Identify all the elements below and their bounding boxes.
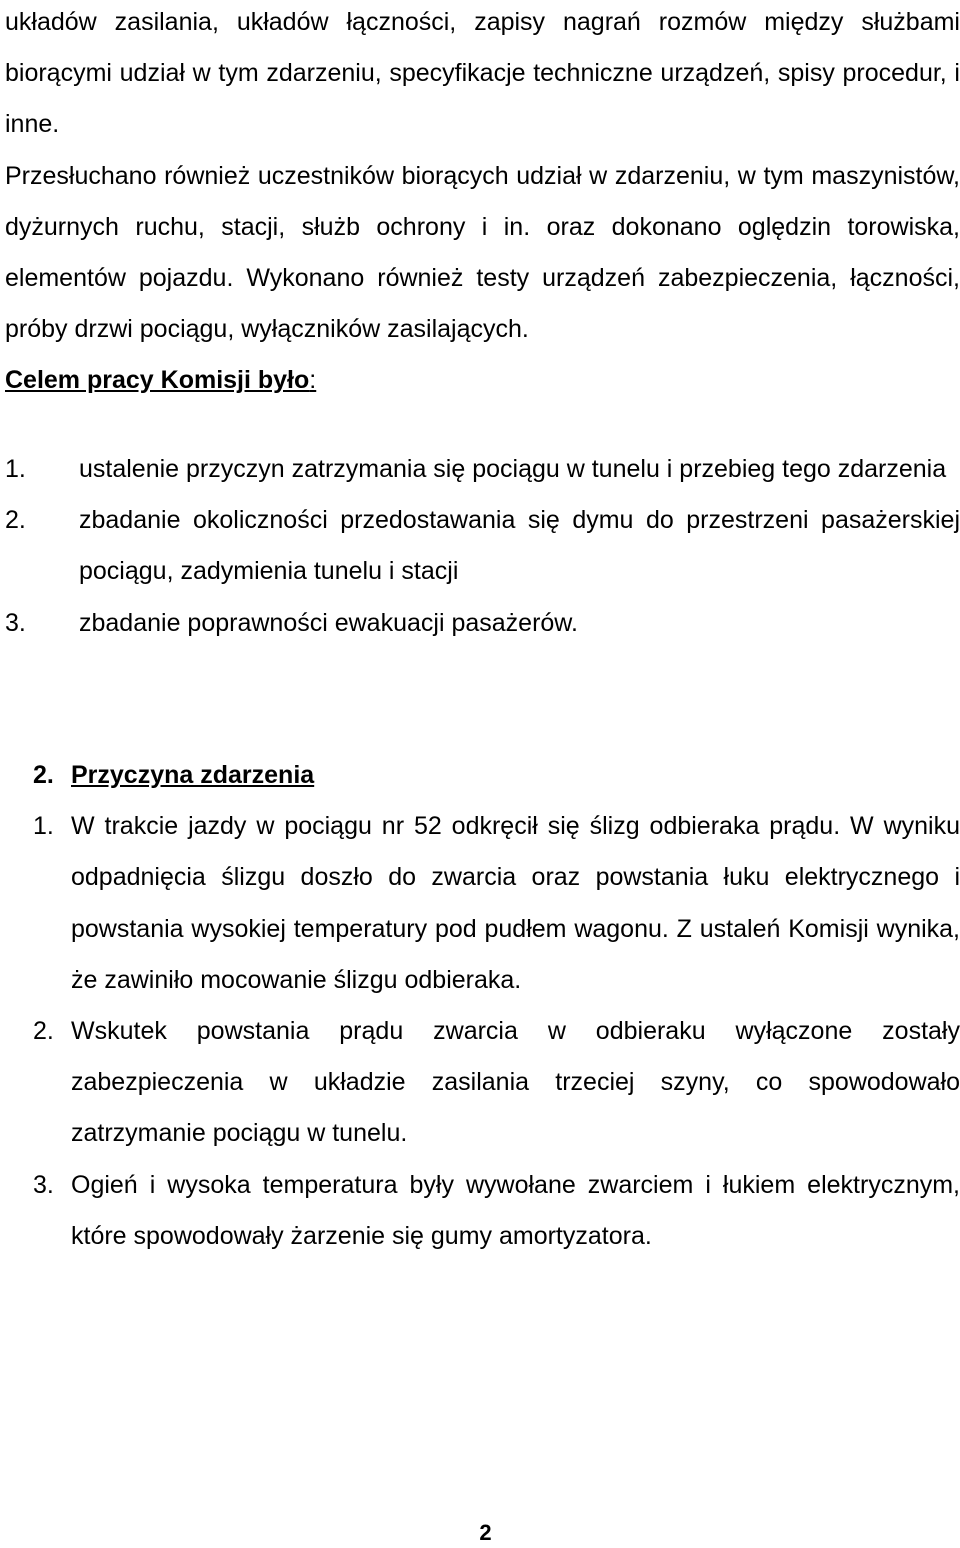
goal-item [5,444,960,495]
cause-text: Ogień i wysoka temperatura były wywołane zwarciem i łukiem elektrycznym, które spowodowały żarzenie się gumy amortyzatora. [71,1170,960,1250]
page-number-text: 2 [479,1520,492,1545]
goal-text: ustalenie przyczyn zatrzymania się pociągu w tunelu i przebieg tego zdarzenia [79,455,947,483]
section-number: 2. [33,761,54,789]
section-title-text: Przyczyna zdarzenia [71,761,315,789]
cause-item [33,1006,960,1160]
goal-item [5,495,960,597]
goal-number: 1. [5,455,26,483]
cause-item [33,801,960,1006]
intro-paragraph-1: układów zasilania, układów łączności, zapisy nagrań rozmów między służbami biorącymi udział w tym zdarzeniu, specyfikacje techniczne urządzeń, spisy procedur, i inne. [5,8,960,139]
goal-text: zbadanie okoliczności przedostawania się dymu do przestrzeni pasażerskiej pociągu, zadymienia tunelu i stacji [79,506,960,586]
section-title [33,750,960,801]
goal-text: zbadanie poprawności ewakuacji pasażerów. [79,608,578,637]
goals-heading [5,355,960,406]
goal-item [5,598,960,649]
cause-number: 1. [33,812,54,841]
page-number [5,1518,960,1548]
goal-number: 2. [5,506,26,535]
cause-text: Wskutek powstania prądu zwarcia w odbieraku wyłączone zostały zabezpieczenia w układzie zasilania trzeciej szyny, co spowodowało zatrzymanie pociągu w tunelu. [71,1017,960,1148]
intro-block [5,0,960,407]
section-cause [33,750,960,1262]
goal-number: 3. [5,608,26,637]
cause-number: 2. [33,1017,54,1046]
goals-heading-text: Celem pracy Komisji było [5,366,310,395]
cause-item [33,1160,960,1262]
document-page [5,0,960,1543]
cause-text: W trakcie jazdy w pociągu nr 52 odkręcił się ślizg odbieraka prądu. W wyniku odpadnięcia ślizgu doszło do zwarcia oraz powstania łuku elektrycznego i powstania wysokiej temperatury pod pudłem wagonu. Z ustaleń Komisji wynika, że zawiniło mocowanie ślizgu odbieraka. [71,812,960,994]
goals-list [5,444,960,649]
goals-heading-colon: : [309,366,317,395]
cause-number: 3. [33,1170,54,1199]
cause-list [33,801,960,1262]
intro-paragraph-2: Przesłuchano również uczestników biorących udział w zdarzeniu, w tym maszynistów, dyżurnych ruchu, stacji, służb ochrony i in. oraz dokonano oględzin torowiska, elementów pojazdu. Wykonano również testy urządzeń zabezpieczenia, łączności, próby drzwi pociągu, wyłączników zasilających. [5,161,960,344]
